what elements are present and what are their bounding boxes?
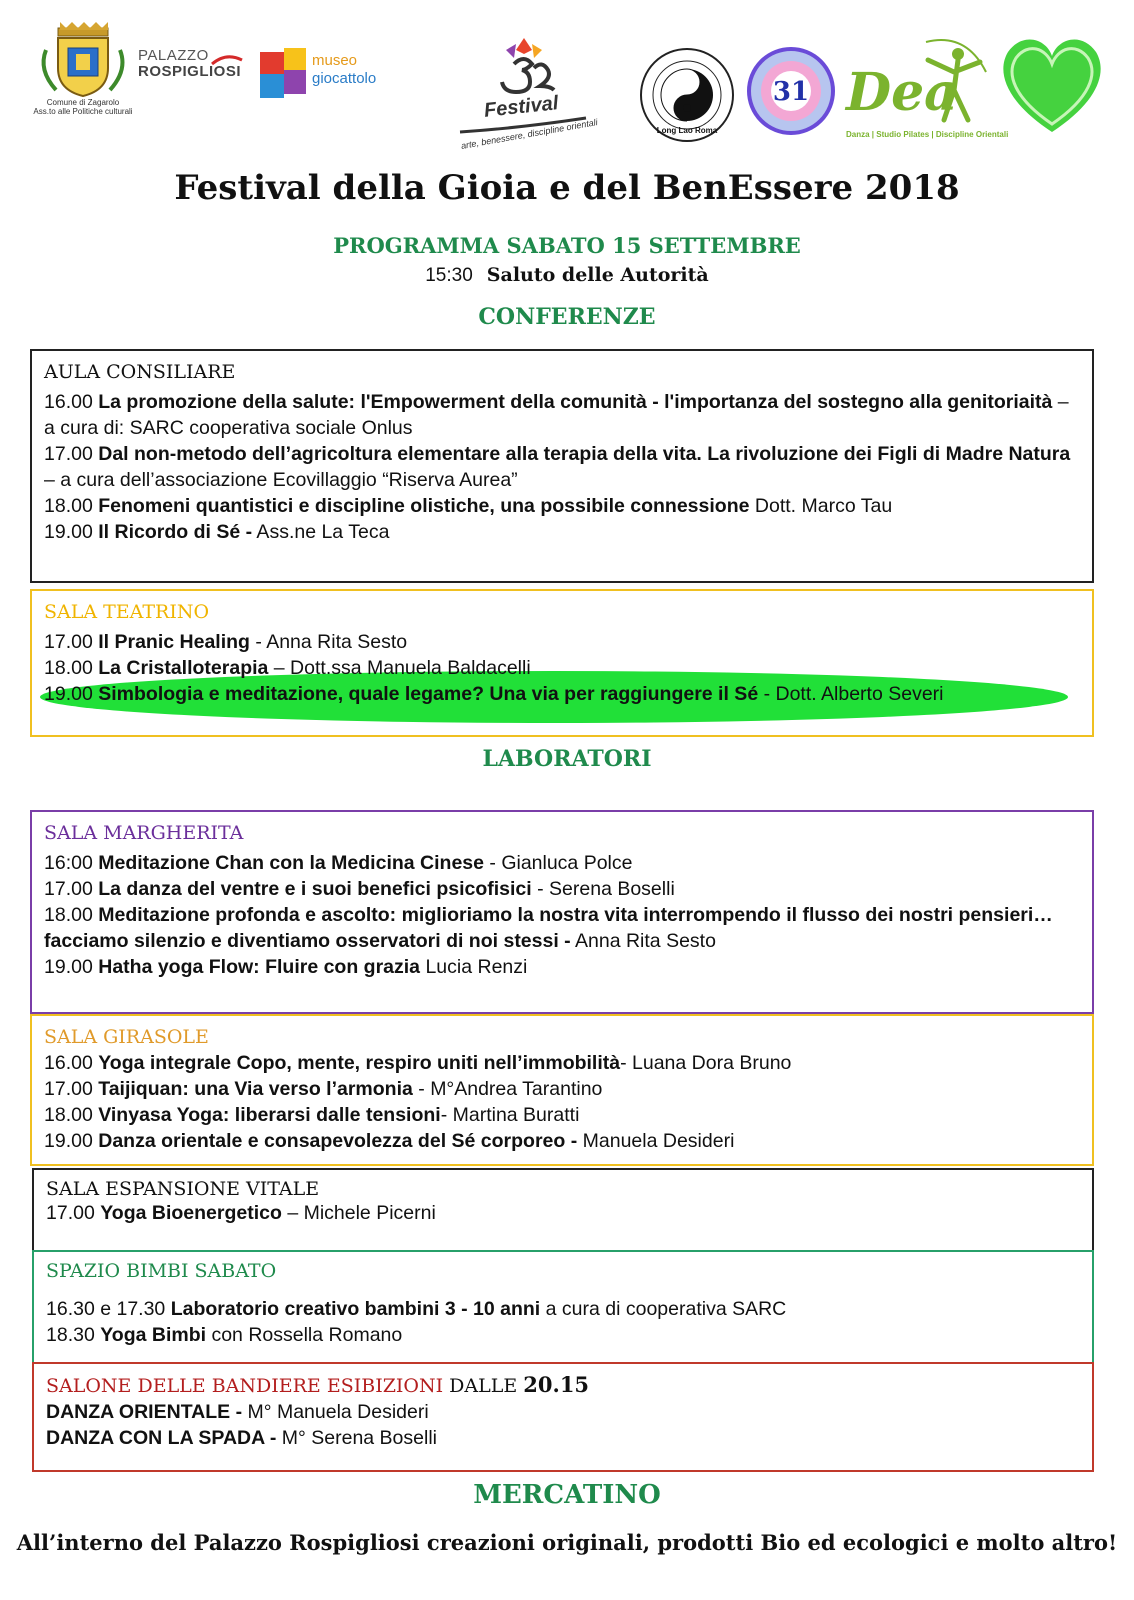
schedule-item-title: DANZA CON LA SPADA - bbox=[46, 1427, 277, 1449]
sala-teatrino-items bbox=[44, 629, 1080, 707]
section-heading-laboratori: LABORATORI bbox=[482, 746, 652, 772]
schedule-item-detail: M° Serena Boselli bbox=[276, 1427, 437, 1449]
sala-espansione-title: SALA ESPANSIONE VITALE bbox=[46, 1178, 320, 1200]
festival-logo-subtitle: arte, benessere, discipline orientali bbox=[460, 117, 599, 151]
schedule-item-title: Taijiquan: una Via verso l’armonia bbox=[98, 1078, 413, 1100]
salone-bandiere-title: SALONE DELLE BANDIERE ESIBIZIONI bbox=[46, 1375, 444, 1397]
schedule-item-detail: – a cura dell’associazione Ecovillaggio “Riserva Aurea” bbox=[44, 469, 518, 491]
schedule-item bbox=[44, 1102, 1080, 1128]
zagarolo-caption-line1: Comune di Zagarolo bbox=[46, 98, 120, 107]
schedule-item bbox=[46, 1296, 1080, 1322]
schedule-item-title: La Cristalloterapia bbox=[98, 657, 269, 679]
aula-consiliare-box bbox=[30, 349, 1094, 583]
schedule-item bbox=[44, 902, 1080, 954]
museo-logo-line2: giocattolo bbox=[312, 70, 377, 87]
spazio-bimbi-title: SPAZIO BIMBI SABATO bbox=[46, 1260, 277, 1282]
schedule-item bbox=[46, 1200, 1080, 1226]
schedule-item-detail: Manuela Desideri bbox=[577, 1130, 735, 1152]
sala-margherita-box bbox=[30, 810, 1094, 1014]
schedule-item-time: 19.00 bbox=[44, 683, 93, 705]
schedule-item bbox=[44, 1076, 1080, 1102]
aula-consiliare-items bbox=[44, 389, 1080, 545]
schedule-item bbox=[44, 850, 1080, 876]
schedule-item bbox=[44, 441, 1080, 493]
schedule-item-time: 16:00 bbox=[44, 852, 93, 874]
long-lao-roma-caption: Long Lao Roma bbox=[656, 126, 718, 135]
long-lao-roma-logo bbox=[638, 46, 736, 144]
greeting-line bbox=[0, 264, 1134, 287]
schedule-item-time: 17.00 bbox=[44, 631, 93, 653]
schedule-item-detail: - Luana Dora Bruno bbox=[620, 1052, 792, 1074]
schedule-item-title: Yoga Bioenergetico bbox=[100, 1202, 282, 1224]
schedule-item-time: 18.00 bbox=[44, 1104, 93, 1126]
schedule-item-detail: – a cura di: SARC cooperativa sociale Onlus bbox=[44, 391, 1069, 439]
dea-logo-subtitle: Danza | Studio Pilates | Discipline Orientali bbox=[846, 130, 1009, 139]
schedule-item-title: La danza del ventre e i suoi benefici psicofisici bbox=[98, 878, 532, 900]
spazio-bimbi-items bbox=[46, 1296, 1080, 1348]
sala-girasole-items bbox=[44, 1050, 1080, 1154]
schedule-item-detail: Dott. Marco Tau bbox=[749, 495, 893, 517]
schedule-item bbox=[46, 1425, 1080, 1451]
greeting-text: Saluto delle Autorità bbox=[486, 264, 709, 286]
schedule-item-title: Meditazione Chan con la Medicina Cinese bbox=[98, 852, 484, 874]
sala-teatrino-title: SALA TEATRINO bbox=[44, 601, 210, 623]
schedule-item-detail: - Martina Buratti bbox=[440, 1104, 580, 1126]
schedule-item-title: Meditazione profonda e ascolto: miglioriamo la nostra vita interrompendo il flusso dei nostri pensieri… facciamo silenzio e diventiamo osservatori di noi stessi - bbox=[44, 904, 1053, 952]
schedule-item-time: 16.00 bbox=[44, 391, 93, 413]
schedule-item bbox=[44, 655, 1080, 681]
salone-bandiere-header bbox=[46, 1372, 1080, 1397]
salone-bandiere-items bbox=[46, 1399, 1080, 1451]
sala-teatrino-box bbox=[30, 589, 1094, 737]
schedule-item-detail: Lucia Renzi bbox=[420, 956, 528, 978]
zagarolo-caption-line2: Ass.to alle Politiche culturali bbox=[33, 107, 133, 116]
schedule-item-time: 18.00 bbox=[44, 657, 93, 679]
sala-espansione-box bbox=[32, 1168, 1094, 1252]
schedule-item-detail: a cura di cooperativa SARC bbox=[540, 1298, 787, 1320]
schedule-item bbox=[44, 1050, 1080, 1076]
schedule-item-time: 17.00 bbox=[44, 878, 93, 900]
museo-logo-line1: museo bbox=[312, 52, 358, 69]
salone-bandiere-time-prefix: DALLE bbox=[449, 1375, 518, 1397]
schedule-item bbox=[44, 1128, 1080, 1154]
schedule-item-detail: M° Manuela Desideri bbox=[242, 1401, 429, 1423]
schedule-item-detail: Anna Rita Sesto bbox=[570, 930, 716, 952]
schedule-item-time: 17.00 bbox=[44, 443, 93, 465]
schedule-item bbox=[44, 954, 1080, 980]
program-title: PROGRAMMA SABATO 15 SETTEMBRE bbox=[333, 233, 801, 258]
schedule-item bbox=[44, 389, 1080, 441]
svg-text:31: 31 bbox=[772, 77, 810, 107]
schedule-item-title: Il Pranic Healing bbox=[98, 631, 250, 653]
sala-margherita-items bbox=[44, 850, 1080, 980]
schedule-item-title: Laboratorio creativo bambini 3 - 10 anni bbox=[170, 1298, 541, 1320]
schedule-item-detail: - Anna Rita Sesto bbox=[249, 631, 408, 653]
thirtyone-logo bbox=[746, 46, 836, 136]
schedule-item-time: 19.00 bbox=[44, 1130, 93, 1152]
schedule-item-detail: - Gianluca Polce bbox=[483, 852, 633, 874]
schedule-item bbox=[46, 1399, 1080, 1425]
section-heading-conferenze: CONFERENZE bbox=[478, 304, 656, 330]
dea-logo-word: Dea bbox=[846, 62, 958, 123]
museo-giocattolo-logo bbox=[258, 46, 378, 102]
schedule-item bbox=[44, 681, 1080, 707]
schedule-item bbox=[44, 876, 1080, 902]
schedule-item-detail: con Rossella Romano bbox=[206, 1324, 403, 1346]
schedule-item-title: Fenomeni quantistici e discipline olistiche, una possibile connessione bbox=[98, 495, 750, 517]
palazzo-logo-line2: ROSPIGLIOSI bbox=[138, 63, 242, 80]
sala-girasole-box bbox=[30, 1014, 1094, 1166]
schedule-item-time: 17.00 bbox=[44, 1078, 93, 1100]
schedule-item-title: La promozione della salute: l'Empowerment della comunità - l'importanza del sostegno alla genitoriaità bbox=[98, 391, 1053, 413]
schedule-item-time: 16.30 e 17.30 bbox=[46, 1298, 166, 1320]
page-title: Festival della Gioia e del BenEssere 2018 bbox=[174, 168, 960, 208]
schedule-item-detail: – Dott.ssa Manuela Baldacelli bbox=[268, 657, 531, 679]
schedule-item-time: 18.00 bbox=[44, 904, 93, 926]
schedule-item-title: Simbologia e meditazione, quale legame? Una via per raggiungere il Sé bbox=[98, 683, 759, 705]
schedule-item-detail: – Michele Picerni bbox=[281, 1202, 436, 1224]
schedule-item bbox=[46, 1322, 1080, 1348]
palazzo-logo-line1: PALAZZO bbox=[138, 47, 209, 64]
schedule-item-detail: - Serena Boselli bbox=[531, 878, 675, 900]
green-heart-logo bbox=[996, 32, 1108, 138]
schedule-item-detail: - M°Andrea Tarantino bbox=[412, 1078, 603, 1100]
schedule-item-time: 16.00 bbox=[44, 1052, 93, 1074]
festival-logo bbox=[448, 34, 598, 154]
spazio-bimbi-box bbox=[32, 1250, 1094, 1364]
schedule-item-title: DANZA ORIENTALE - bbox=[46, 1401, 243, 1423]
schedule-item-time: 18.30 bbox=[46, 1324, 95, 1346]
schedule-item-title: Yoga Bimbi bbox=[100, 1324, 207, 1346]
schedule-item-time: 19.00 bbox=[44, 521, 93, 543]
schedule-item-time: 19.00 bbox=[44, 956, 93, 978]
schedule-item-time: 18.00 bbox=[44, 495, 93, 517]
schedule-item-title: Dal non-metodo dell’agricoltura elementare alla terapia della vita. La rivoluzione dei Figli di Madre Natura bbox=[98, 443, 1071, 465]
salone-bandiere-time: 20.15 bbox=[523, 1372, 590, 1397]
schedule-item-detail: - Dott. Alberto Severi bbox=[758, 683, 944, 705]
schedule-item-title: Vinyasa Yoga: liberarsi dalle tensioni bbox=[98, 1104, 441, 1126]
schedule-item-title: Yoga integrale Copo, mente, respiro uniti nell’immobilità bbox=[98, 1052, 621, 1074]
festival-logo-word: Festival bbox=[483, 92, 560, 122]
schedule-item-time: 17.00 bbox=[46, 1202, 95, 1224]
section-heading-mercatino: MERCATINO bbox=[473, 1480, 661, 1510]
schedule-item-detail: Ass.ne La Teca bbox=[252, 521, 390, 543]
sala-espansione-items bbox=[46, 1200, 1080, 1226]
sala-margherita-title: SALA MARGHERITA bbox=[44, 822, 244, 844]
comune-zagarolo-logo bbox=[28, 20, 138, 120]
schedule-item-title: Il Ricordo di Sé - bbox=[98, 521, 253, 543]
schedule-item-title: Hatha yoga Flow: Fluire con grazia bbox=[98, 956, 421, 978]
schedule-item bbox=[44, 493, 1080, 519]
schedule-item bbox=[44, 629, 1080, 655]
dea-logo bbox=[846, 32, 1009, 142]
schedule-item bbox=[44, 519, 1080, 545]
salone-bandiere-box bbox=[32, 1362, 1094, 1472]
closing-line: All’interno del Palazzo Rospigliosi creazioni originali, prodotti Bio ed ecologici e molto altro! bbox=[16, 1530, 1118, 1555]
aula-consiliare-title: AULA CONSILIARE bbox=[44, 361, 236, 383]
schedule-item-title: Danza orientale e consapevolezza del Sé corporeo - bbox=[98, 1130, 578, 1152]
sala-girasole-title: SALA GIRASOLE bbox=[44, 1026, 209, 1048]
greeting-time: 15:30 bbox=[425, 265, 473, 286]
palazzo-rospigliosi-logo bbox=[138, 48, 248, 98]
